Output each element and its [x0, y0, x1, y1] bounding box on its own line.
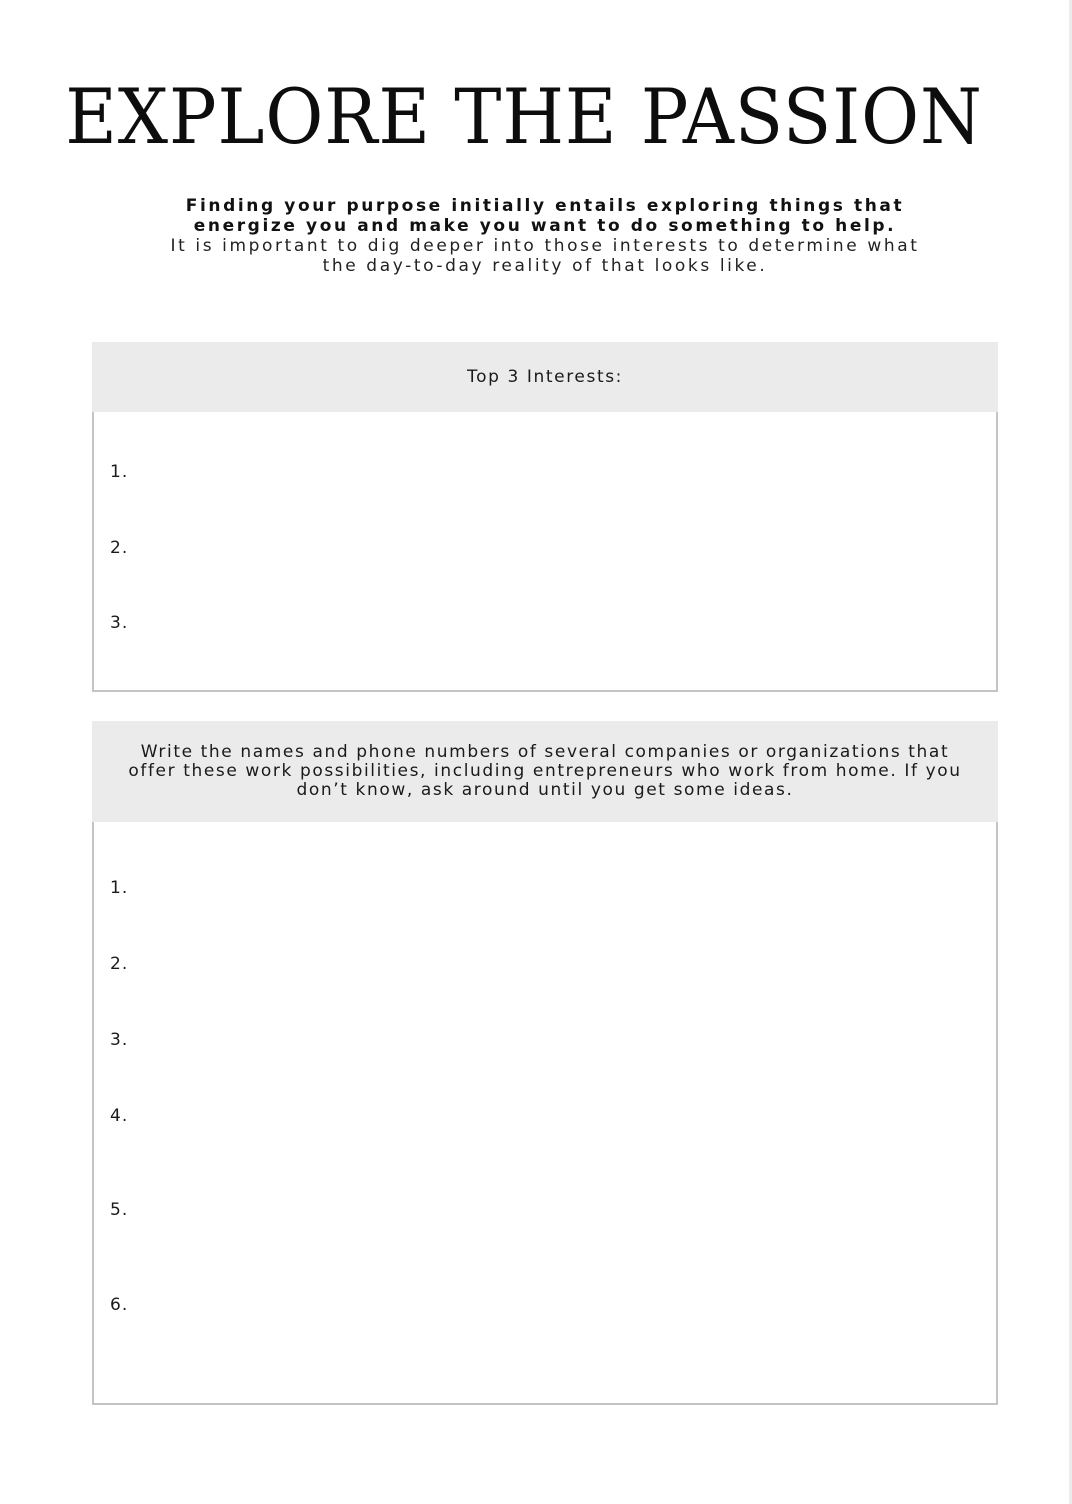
intro-bold-line-1: Finding your purpose initially entails exploring things that — [185, 196, 905, 216]
intro-bold-line-2: energize you and make you want to do something to help. — [193, 216, 897, 236]
company-item-1[interactable]: 1. — [110, 878, 129, 898]
intro-line-4: the day-to-day reality of that looks like. — [322, 256, 768, 276]
company-item-5[interactable]: 5. — [110, 1200, 129, 1220]
intro-line-3: It is important to dig deeper into those interests to determine what — [170, 236, 920, 256]
company-item-6[interactable]: 6. — [110, 1295, 129, 1315]
top-interests-box — [92, 342, 998, 692]
interest-item-2[interactable]: 2. — [110, 538, 129, 558]
companies-header — [92, 721, 998, 822]
interest-item-3[interactable]: 3. — [110, 613, 129, 633]
page-title: EXPLORE THE PASSION — [65, 72, 983, 161]
top-interests-header — [92, 342, 998, 412]
companies-instructions-line-1: Write the names and phone numbers of several companies or organizations that — [140, 742, 950, 762]
top-interests-label: Top 3 Interests: — [466, 366, 623, 387]
company-item-4[interactable]: 4. — [110, 1106, 129, 1126]
companies-box — [92, 721, 998, 1405]
companies-instructions — [110, 743, 980, 800]
company-item-2[interactable]: 2. — [110, 954, 129, 974]
companies-instructions-line-3: don’t know, ask around until you get some ideas. — [296, 780, 794, 800]
companies-instructions-line-2: offer these work possibilities, including entrepreneurs who work from home. If you — [128, 761, 962, 781]
intro-text — [150, 196, 940, 276]
company-item-3[interactable]: 3. — [110, 1030, 129, 1050]
interest-item-1[interactable]: 1. — [110, 462, 129, 482]
